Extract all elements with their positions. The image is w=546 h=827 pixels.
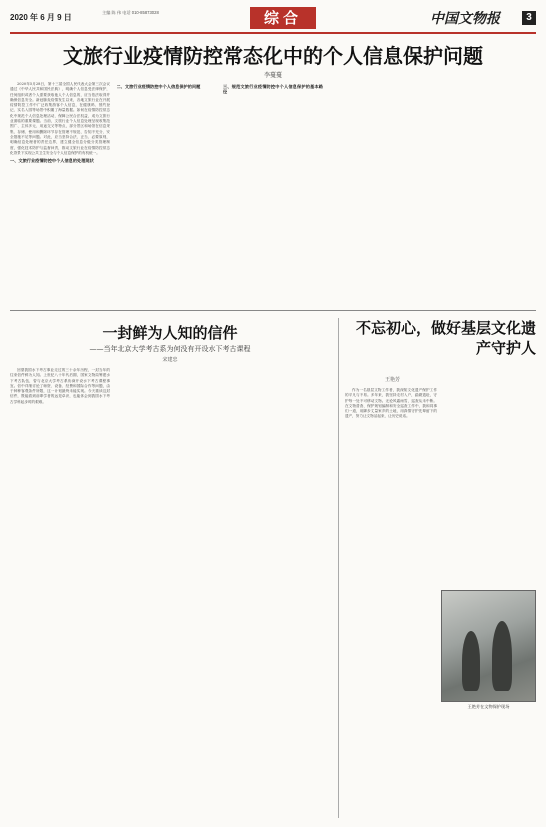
article1-body [10, 82, 536, 304]
article3-body [345, 388, 536, 583]
section-name: 综合 [250, 7, 316, 29]
article2-col: 回望我国水下考古事业走过的三十余年历程，一封当年的往来信件鲜为人知。上世纪八十年代后期，国家文物局筹建水下考古队伍，曾与北京大学考古系协商开设水下考古课程事宜。信中详细讨论了师资、设备、经费和国际合作等问题，由于种种客观条件所限，这一计划最终未能实现。今天重读这封信件，既能看到前辈学者的远见卓识，也能体会到我国水下考古学科起步时的艰难。 [10, 368, 110, 404]
editor-info: 主编 陈 伟 电话 010-85873028 [102, 10, 159, 15]
article3-author: 王艳芳 [384, 377, 400, 383]
article2-subtitle: ——当年北京大学考古系为何没有开设水下考古课程 [89, 345, 251, 353]
article2-col [235, 368, 335, 818]
article1-author: 李蔓蔓 [263, 72, 282, 79]
page-number: 3 [522, 11, 536, 25]
article3-col: 作为一名基层文物工作者，我深知文化遗产保护工作的平凡与不易。多年来，我坚持走村入户，踏勘遗址，守护每一处不可移动文物。无论风霜雨雪，巡查从未中断。在文物普查、保护规划编制和安全巡查工作中，我和同事们一道，用脚步丈量家乡的土地，用真情守护先辈留下的遗产，努力让文物活起来，让历史说话。 [345, 388, 437, 419]
article1-col: 二、文旅行业疫情防控中个人信息保护的问题 [116, 84, 201, 89]
article1-title: 文旅行业疫情防控常态化中的个人信息保护问题 [63, 44, 483, 68]
article1-col: 三、规范文旅行业疫情防控中个人信息保护的基本路径 [223, 84, 323, 95]
article1-col [436, 82, 536, 304]
article2-col [123, 368, 223, 818]
article2-author: 宋建忠 [162, 357, 178, 363]
section-divider [10, 310, 536, 311]
masthead [10, 8, 536, 34]
article2-body [10, 368, 335, 818]
photo-caption: 王艳芳在文物保护现场 [467, 704, 510, 709]
article1-col [330, 82, 430, 304]
article1-col: 2020年5月28日，第十三届全国人民代表大会第三次会议通过《中华人民共和国民法典》，明确个人信息受法律保护，任何组织或者个人需要获取他人个人信息的，应当依法取得并确保信息安全。新冠肺炎疫情发生以来，各地文旅行业在开展疫情防控工作中广泛收集游客个人信息，在健康码、预约登记、实名入园等场景中积累了海量数据。如何在疫情防控常态化中规范个人信息处理活动，保障公民合法权益，成为文旅行业面临的重要课题。当前，文旅行业个人信息处理呈现收集范围广、主体多元、用途交叉等特点，部分景区和场馆在信息采集、存储、使用和删除环节存在管理不规范、告知不充分、安全措施不足等问题。对此，应当坚持合法、正当、必要原则，明确信息处理者的责任边界，建立健全信息分级分类管理制度，强化技术防护与监督问责，推动文旅行业在疫情防控常态化背景下实现公共卫生安全与个人信息保护的有机统一。 一、文旅行业疫情防控中个人信息的处理现状 [10, 82, 110, 164]
column-rule [338, 318, 339, 818]
article2-title: 一封鲜为人知的信件 [102, 324, 238, 342]
newspaper-logo: 中国文物报 [430, 11, 500, 27]
article3-photo [441, 590, 536, 702]
article3-title: 不忘初心，做好基层文化遗产守护人 [355, 319, 536, 357]
issue-date: 2020 年 6 月 9 日 [10, 13, 72, 22]
article3-col [444, 388, 536, 583]
